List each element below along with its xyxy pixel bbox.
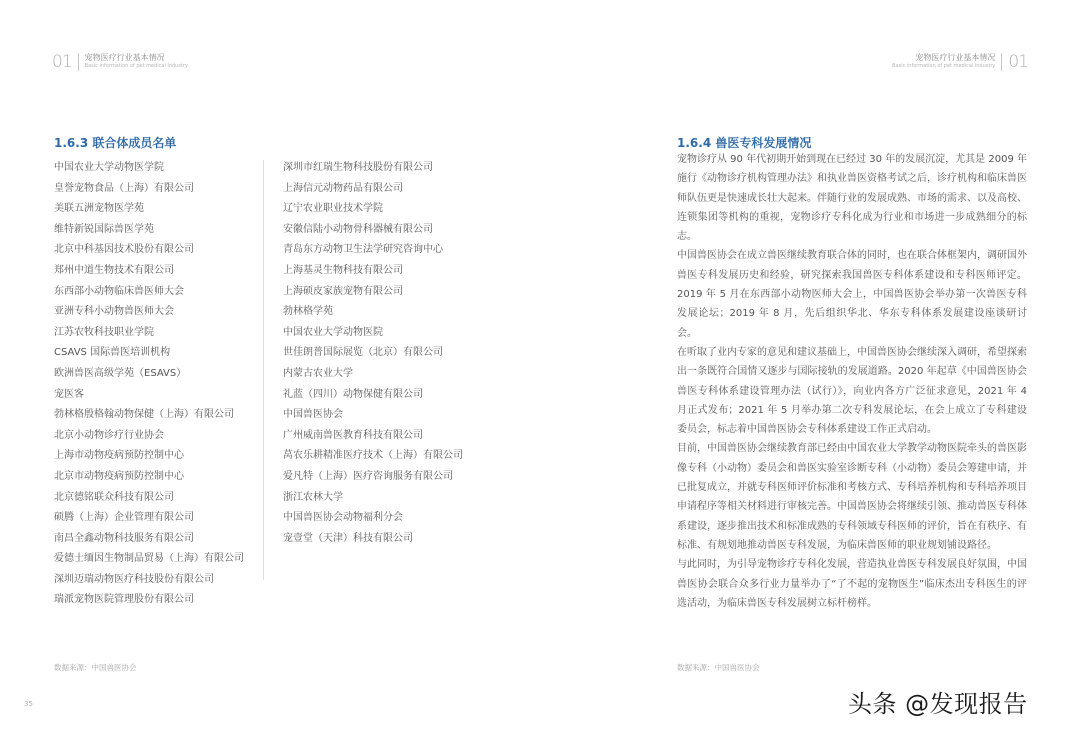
member-item: 内蒙古农业大学	[283, 367, 353, 379]
header-title: 宠物医疗行业基本情况	[915, 53, 996, 62]
member-item: 上海市动物疫病预防控制中心	[54, 450, 184, 462]
specialty-body-text	[677, 150, 1027, 613]
member-item: 亚洲专科小动物兽医师大会	[54, 306, 174, 318]
member-item: 世佳朗普国际展览（北京）有限公司	[283, 347, 443, 359]
member-item: 中国农业大学动物医学院	[54, 162, 164, 173]
member-item: 郑州中道生物技术有限公司	[54, 264, 174, 276]
member-item: 中国农业大学动物医院	[283, 326, 383, 338]
member-item: 礼蓝（四川）动物保健有限公司	[283, 388, 423, 400]
header-text	[85, 53, 188, 71]
body-paragraph: 宠物诊疗从 90 年代初期开始到现在已经过 30 年的发展沉淀，尤其是 2009 年施行《动物诊疗机构管理办法》和执业兽医资格考试之后，诊疗机构和临床兽医师队伍更是快速成长壮大起来。伴随行业的发展成熟、市场的需求、以及高校、连锁集团等机构的重视，宠物诊疗专科化成为行业和市场进一步成熟细分的标志。	[677, 154, 1027, 243]
header-subtitle: Basic information of pet medical industry	[84, 63, 188, 69]
member-item: 硕腾（上海）企业管理有限公司	[54, 512, 194, 524]
member-item: 东西部小动物临床兽医师大会	[54, 285, 184, 297]
section-title-members: 1.6.3 联合体成员名单	[54, 136, 177, 150]
chapter-number: 01	[1008, 52, 1028, 72]
member-item: 勃林格殷格翰动物保健（上海）有限公司	[54, 409, 234, 421]
member-item: 宠医客	[54, 388, 84, 400]
member-item: 上海基灵生物科技有限公司	[283, 264, 403, 276]
member-item: 辽宁农业职业技术学院	[283, 203, 383, 215]
member-item: 北京市动物疫病预防控制中心	[54, 470, 184, 482]
member-list-column-2	[283, 158, 463, 549]
member-item: 莴农乐耕精准医疗技术（上海）有限公司	[283, 450, 463, 462]
member-item: 青岛东方动物卫生法学研究咨询中心	[283, 244, 443, 256]
header-left	[52, 52, 188, 72]
member-item: 南昌全鑫动物科技服务有限公司	[54, 532, 194, 544]
header-text	[892, 53, 995, 71]
header-divider	[78, 53, 79, 71]
chapter-number: 01	[52, 52, 72, 72]
data-source-right: 数据来源：中国兽医协会	[677, 663, 760, 672]
member-item: 北京中科基因技术股份有限公司	[54, 244, 194, 256]
member-item: 江苏农牧科技职业学院	[54, 326, 154, 338]
member-item: 上海信元动物药品有限公司	[283, 182, 403, 194]
member-item: 瑞派宠物医院管理股份有限公司	[54, 594, 194, 606]
member-item: 宠壹堂（天津）科技有限公司	[283, 532, 413, 544]
member-item: 深圳迈瑞动物医疗科技股份有限公司	[54, 573, 214, 585]
column-divider	[263, 160, 264, 580]
member-item: 广州威南兽医教育科技有限公司	[283, 429, 423, 441]
member-item: 勃林格学苑	[283, 306, 333, 318]
member-item: 浙江农林大学	[283, 491, 343, 503]
page-number: 35	[24, 700, 33, 708]
body-paragraph: 在听取了业内专家的意见和建议基础上，中国兽医协会继续深入调研，希望探索出一条既符合国情又逐步与国际接轨的发展道路。2020 年起草《中国兽医协会兽医专科体系建设管理办法（试行）》，向业内各方广泛征求意见，2021 年 4 月正式发布；2021 年 5 月举办第二次专科发展论坛，在会上成立了专科建设委员会，标志着中国兽医协会专科体系建设工作正式启动。	[677, 346, 1027, 436]
header-divider	[1001, 53, 1002, 71]
header-title: 宠物医疗行业基本情况	[84, 53, 165, 62]
watermark: 头条 @发现报告	[848, 690, 1028, 718]
body-paragraph: 目前，中国兽医协会继续教育部已经由中国农业大学教学动物医院牵头的兽医影像专科（小动物）委员会和兽医实验室诊断专科（小动物）委员会筹建申请，并已批复成立，并就专科医师评价标准和考核方式、专科培养机构和专科培养项目申请程序等相关材料进行审核完善。中国兽医协会将继续引领、推动兽医专科体系建设，逐步推出技术和标准成熟的专科领域专科医师的评价，旨在有秩序、有标准、有规划地推动兽医专科发展，为临床兽医师的职业规划铺设路径。	[677, 443, 1027, 551]
member-item: 安徽信陆小动物骨科器械有限公司	[283, 223, 433, 235]
member-item: 北京小动物诊疗行业协会	[54, 429, 164, 441]
member-item: 中国兽医协会	[283, 409, 343, 421]
member-item: 美联五洲宠物医学苑	[54, 203, 144, 215]
member-item: 皇誉宠物食品（上海）有限公司	[54, 182, 194, 194]
data-source-left: 数据来源：中国兽医协会	[54, 663, 137, 672]
member-item: CSAVS 国际兽医培训机构	[54, 347, 171, 359]
section-title-specialty: 1.6.4 兽医专科发展情况	[677, 136, 812, 150]
member-item: 欧洲兽医高级学苑（ESAVS）	[54, 367, 187, 379]
body-paragraph: 与此同时，为引导宠物诊疗专科化发展，营造执业兽医专科发展良好氛围，中国兽医协会联合众多行业力量举办了“了不起的宠物医生”临床杰出专科医生的评选活动，为临床兽医专科发展树立标杆榜样。	[677, 559, 1027, 609]
member-list-column-1	[54, 158, 244, 611]
member-item: 上海硕皮家族宠物有限公司	[283, 285, 403, 297]
member-item: 北京德铭联众科技有限公司	[54, 491, 174, 503]
member-item: 爱德士缅因生物制品贸易（上海）有限公司	[54, 553, 244, 565]
member-item: 中国兽医协会动物福利分会	[283, 512, 403, 524]
member-item: 维特新锐国际兽医学苑	[54, 223, 154, 235]
member-item: 深圳市红瑞生物科技股份有限公司	[283, 162, 433, 173]
header-right	[892, 52, 1028, 72]
header-subtitle: Basic information of pet medical industry	[892, 63, 996, 69]
body-paragraph: 中国兽医协会在成立兽医继续教育联合体的同时，也在联合体框架内，调研国外兽医专科发展历史和经验，研究探索我国兽医专科体系建设和专科医师评定。2019 年 5 月在东西部小动物医师大会上，中国兽医协会举办第一次兽医专科发展论坛；2019 年 8 月，先后组织华北、华东专科体系发展建设座谈研讨会。	[677, 250, 1027, 339]
member-item: 爱凡特（上海）医疗咨询服务有限公司	[283, 470, 453, 482]
